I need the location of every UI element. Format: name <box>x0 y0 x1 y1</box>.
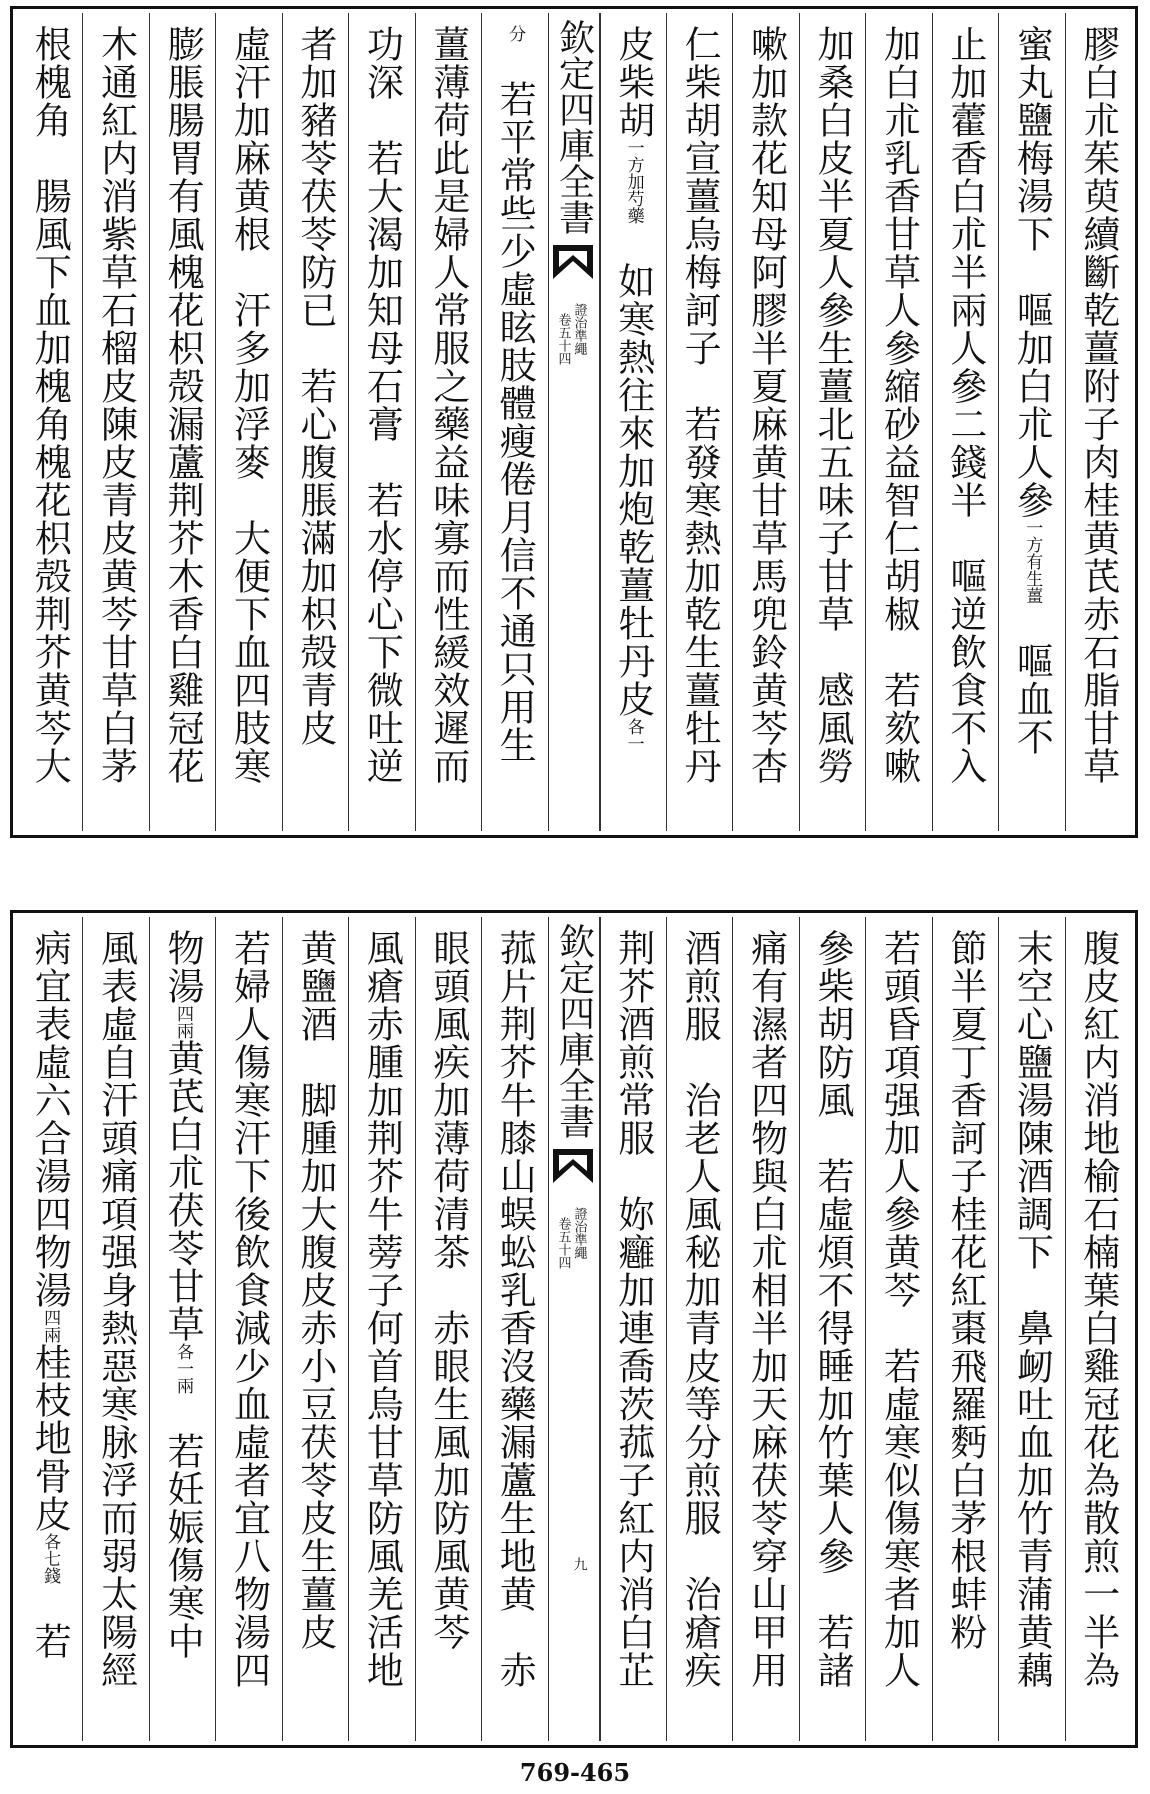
column-text: 皮柴胡 <box>611 25 655 139</box>
column-text: 桂枝地骨皮 <box>28 1343 72 1533</box>
text-column <box>481 13 547 831</box>
text-column <box>732 917 798 1741</box>
interlinear-note: 一方有生薑 <box>1022 519 1043 604</box>
banner-page-number: 九 <box>571 1557 588 1571</box>
column-text: 黄鹽酒 脚腫加大腹皮赤小豆茯苓皮生薑皮 <box>293 929 337 1651</box>
text-column <box>215 917 281 1741</box>
banner-book-name: 證治準繩 <box>571 1207 587 1259</box>
lower-text-columns <box>17 917 1131 1741</box>
column-text: 風瘡赤腫加荆芥牛蒡子何首烏甘草防風羌活地 <box>360 929 404 1689</box>
text-column <box>82 917 148 1741</box>
banner-volume: 卷五十四 <box>555 313 571 365</box>
banner-title: 欽定四庫全書 <box>553 19 595 235</box>
interlinear-note: 各一 <box>623 718 644 752</box>
column-text: 酒煎服 治老人風秘加青皮等分煎服 治瘡疾 <box>678 929 722 1689</box>
column-text: 若婦人傷寒汗下後飲食減少血虛者宜八物湯四 <box>227 929 271 1689</box>
column-text: 物湯 <box>161 929 205 1005</box>
column-text: 眼頭風疾加薄荷清茶 赤眼生風加防風黄芩 <box>426 929 470 1651</box>
center-banner <box>548 917 600 1741</box>
column-text: 根槐角 腸風下血加槐角槐花枳殻荆芥黄芩大 <box>28 25 72 785</box>
column-text: 如寒熱往來加炮乾薑牡丹皮 <box>611 224 655 718</box>
interlinear-note: 各七錢 <box>40 1533 61 1584</box>
text-column <box>600 13 666 831</box>
column-text: 節半夏丁香訶子桂花紅棗飛羅麪白茅根蚌粉 <box>943 929 987 1651</box>
center-banner <box>548 13 600 831</box>
column-text: 風表虛自汗頭痛項强身熱惡寒脉浮而弱太陽經 <box>94 929 138 1689</box>
column-text: 膠白朮茱萸續斷乾薑附子肉桂黄芪赤石脂甘草 <box>1076 25 1120 785</box>
column-text: 若頭昏項强加人參黄芩 若虛寒似傷寒者加人 <box>877 929 921 1689</box>
text-column <box>932 13 998 831</box>
column-text: 腹皮紅内消地榆石楠葉白雞冠花為散煎一半為 <box>1076 929 1120 1689</box>
interlinear-note: 四兩 <box>172 1005 193 1039</box>
lower-page <box>10 910 1138 1748</box>
text-column <box>666 13 732 831</box>
text-column <box>799 13 865 831</box>
column-text: 功深 若大渴加知母石膏 若水停心下微吐逆 <box>360 25 404 785</box>
column-text: 末空心鹽湯陳酒調下 鼻衂吐血加竹青蒲黄藕 <box>1010 929 1054 1689</box>
text-column <box>998 13 1064 831</box>
column-text: 虛汗加麻黄根 汗多加浮麥 大便下血四肢寒 <box>227 25 271 785</box>
text-column <box>865 917 931 1741</box>
column-text: 嘔血不 <box>1010 604 1054 756</box>
text-column <box>215 13 281 831</box>
column-text: 仁柴胡宣薑烏梅訶子 若發寒熱加乾生薑牡丹 <box>678 25 722 785</box>
column-text: 若 <box>28 1584 72 1660</box>
text-column <box>1065 917 1131 1741</box>
column-text: 薑薄荷此是婦人常服之藥益味寡而性緩效遲而 <box>426 25 470 785</box>
text-column <box>1065 13 1131 831</box>
column-text: 膨脹腸胃有風槐花枳殻漏蘆荆芥木香白雞冠花 <box>161 25 205 785</box>
text-column <box>932 917 998 1741</box>
text-column <box>282 13 348 831</box>
interlinear-note: 分 <box>505 25 526 42</box>
column-text: 蜜丸鹽梅湯下 嘔加白朮人參 <box>1010 25 1054 519</box>
text-column <box>799 917 865 1741</box>
fishtail-icon <box>553 1149 593 1183</box>
text-column <box>149 917 215 1741</box>
text-column <box>348 917 414 1741</box>
text-column <box>865 13 931 831</box>
column-text: 止加藿香白朮半兩人參二錢半 嘔逆飲食不入 <box>943 25 987 785</box>
banner-book-name: 證治準繩 <box>571 303 587 355</box>
column-text: 黄芪白朮茯苓甘草 <box>161 1039 205 1343</box>
column-text: 嗽加款花知母阿膠半夏麻黄甘草馬兜鈴黄芩杏 <box>744 25 788 785</box>
text-column <box>348 13 414 831</box>
column-text: 木通紅内消紫草石榴皮陳皮青皮黄芩甘草白茅 <box>94 25 138 785</box>
text-column <box>666 917 732 1741</box>
column-text: 加桑白皮半夏人參生薑北五味子甘草 感風勞 <box>811 25 855 785</box>
text-column <box>17 917 82 1741</box>
banner-volume: 卷五十四 <box>555 1217 571 1269</box>
text-column <box>415 917 481 1741</box>
column-text: 參柴胡防風 若虛煩不得睡加竹葉人參 若諸 <box>811 929 855 1689</box>
column-text: 若平常些少虛眩肢體瘦倦月信不通只用生 <box>493 42 537 764</box>
text-column <box>415 13 481 831</box>
page-code: 769-465 <box>519 1758 631 1787</box>
text-column <box>600 917 666 1741</box>
interlinear-note: 各一兩 <box>172 1343 193 1394</box>
text-column <box>732 13 798 831</box>
text-column <box>82 13 148 831</box>
column-text: 若妊娠傷寒中 <box>161 1394 205 1660</box>
column-text: 痛有濕者四物與白朮相半加天麻茯苓穿山甲用 <box>744 929 788 1689</box>
upper-text-columns <box>17 13 1131 831</box>
column-text: 菰片荆芥牛膝山蜈蚣乳香沒藥漏蘆生地黄 赤 <box>493 929 537 1689</box>
upper-page <box>10 6 1138 838</box>
text-column <box>282 917 348 1741</box>
interlinear-note: 四兩 <box>40 1309 61 1343</box>
column-text: 病宜表虛六合湯四物湯 <box>28 929 72 1309</box>
text-column <box>998 917 1064 1741</box>
column-text: 者加豬苓茯苓防已 若心腹脹滿加枳殻青皮 <box>293 25 337 747</box>
text-column <box>17 13 82 831</box>
column-text: 荆芥酒煎常服 妳癰加連喬茨菰子紅内消白芷 <box>611 929 655 1689</box>
column-text: 加白朮乳香甘草人參縮砂益智仁胡椒 若欬嗽 <box>877 25 921 785</box>
fishtail-icon <box>553 245 593 279</box>
text-column <box>149 13 215 831</box>
text-column <box>481 917 547 1741</box>
banner-title: 欽定四庫全書 <box>553 923 595 1139</box>
interlinear-note: 一方加芍藥 <box>623 139 644 224</box>
